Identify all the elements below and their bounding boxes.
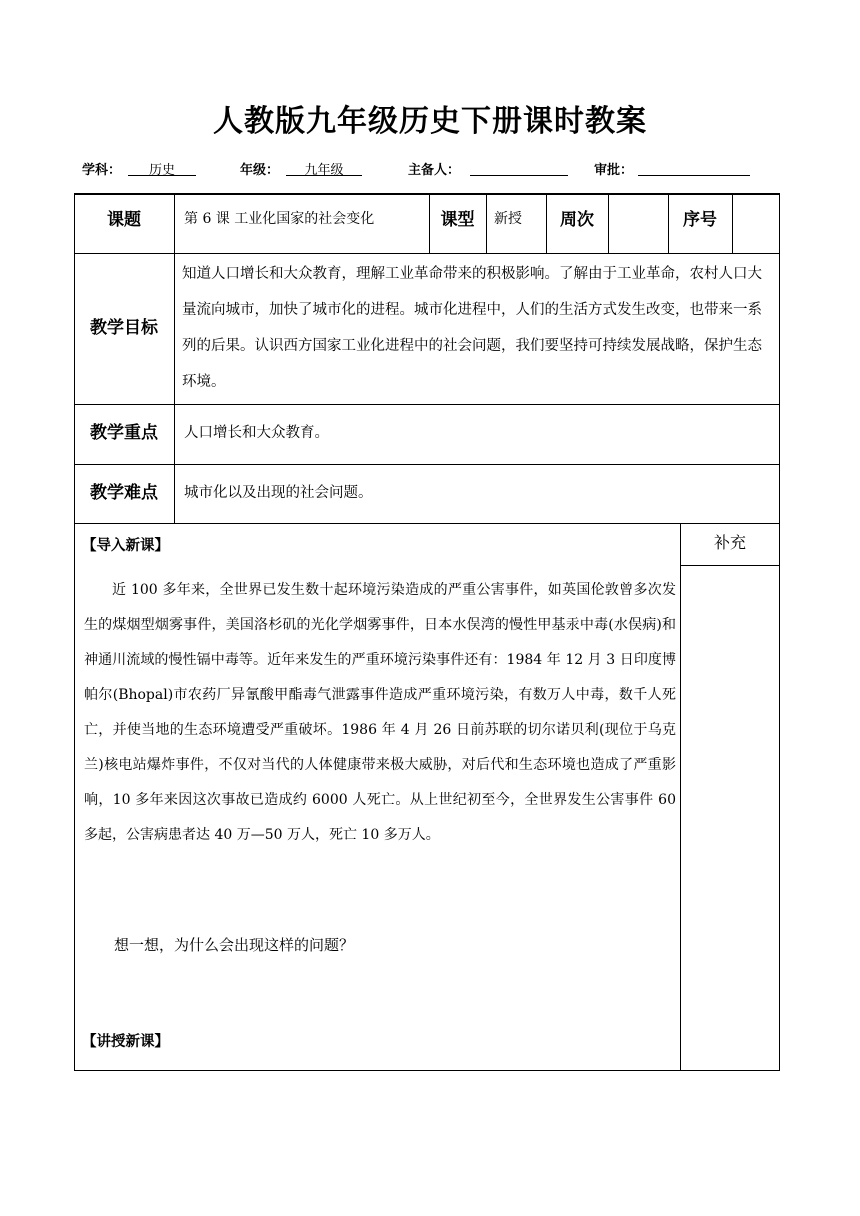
table-top-border	[74, 193, 780, 195]
preparer-value	[470, 159, 568, 176]
type-label: 课型	[440, 210, 475, 230]
lesson-label: 课题	[107, 210, 141, 230]
subject-label: 学科：	[82, 163, 122, 178]
seq-label: 序号	[683, 210, 717, 230]
intro-paragraph: 近 100 多年来，全世界已发生数十起环境污染造成的严重公害事件，如英国伦敦曾多次发生的煤烟型烟雾事件，美国洛杉矶的光化学烟雾事件，日本水俣湾的慢性甲基汞中毒(水俣病)和神通川流域的慢性镉中毒等。近年来发生的严重环境污染事件还有：1984 年 12 月 3 日印度博帕尔(Bhopal)市农药厂异氰酸甲酯毒气泄露事件造成严重环境污染，有数万人中毒，数千人死亡，并使当地的生态环境遭受严重破坏。1986 年 4 月 26 日前苏联的切尔诺贝利(现位于乌克兰)核电站爆炸事件，不仅对当代的人体健康带来极大威胁，对后代和生态环境也造成了严重影响，10 多年来因这次事故已造成约 6000 人死亡。从上世纪初至今，全世界发生公害事件 60 多起，公害病患者达 40 万—50 万人，死亡 10 多万人。	[84, 582, 676, 843]
preparer-label: 主备人：	[408, 163, 461, 178]
header-col-divider	[608, 193, 609, 254]
row-divider	[74, 253, 780, 254]
key-point-text: 人口增长和大众教育。	[184, 425, 329, 441]
type-value: 新授	[494, 211, 522, 227]
approve-value	[638, 159, 750, 176]
header-col-divider	[486, 193, 487, 254]
supplement-col-divider	[680, 523, 681, 1071]
objective-label: 教学目标	[90, 318, 158, 338]
header-col-divider	[732, 193, 733, 254]
document-title: 人教版九年级历史下册课时教案	[213, 104, 647, 139]
intro-heading: 【导入新课】	[82, 538, 169, 554]
table-bottom-border	[74, 1070, 780, 1071]
meta-line	[0, 159, 860, 177]
difficulty-label: 教学难点	[90, 483, 158, 503]
row-divider	[74, 464, 780, 465]
row-divider	[74, 404, 780, 405]
teach-heading: 【讲授新课】	[82, 1034, 169, 1050]
approve-label: 审批：	[594, 163, 634, 178]
row-divider	[74, 523, 780, 524]
subject-value: 历史	[128, 159, 196, 176]
table-right-border	[779, 193, 780, 1071]
grade-value: 九年级	[286, 159, 362, 176]
key-point-label: 教学重点	[90, 423, 158, 443]
grade-label: 年级：	[240, 163, 280, 178]
objective-text: 知道人口增长和大众教育，理解工业革命带来的积极影响。了解由于工业革命，农村人口大量流向城市，加快了城市化的进程。城市化进程中，人们的生活方式发生改变，也带来一系列的后果。认识西方国家工业化进程中的社会问题，我们要坚持可持续发展战略，保护生态环境。	[182, 266, 762, 390]
question-text: 想一想，为什么会出现这样的问题？	[114, 936, 355, 954]
supplement-divider	[680, 565, 780, 566]
difficulty-text: 城市化以及出现的社会问题。	[184, 485, 373, 501]
label-col-divider	[174, 193, 175, 524]
lesson-value: 第 6 课 工业化国家的社会变化	[184, 211, 375, 227]
week-label: 周次	[560, 210, 594, 230]
supplement-label: 补充	[713, 533, 746, 552]
